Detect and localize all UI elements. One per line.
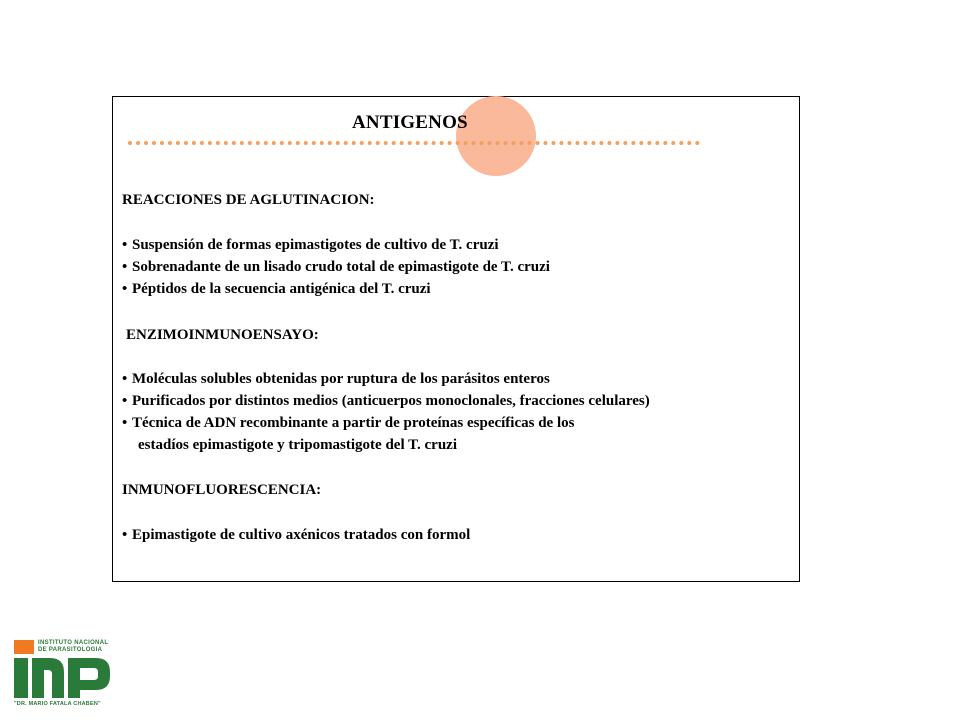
bullet-icon: • <box>122 281 128 297</box>
list-item: • Moléculas solubles obtenidas por ruptura de los parásitos enteros <box>122 371 550 387</box>
list-item-continuation: estadíos epimastigote y tripomastigote del T. cruzi <box>138 437 457 453</box>
list-item: • Purificados por distintos medios (anticuerpos monoclonales, fracciones celulares) <box>122 393 650 409</box>
bullet-icon: • <box>122 393 128 409</box>
section-heading-enzimoinmunoensayo: ENZIMOINMUNOENSAYO: <box>126 327 319 343</box>
title-dotted-rule <box>128 141 700 145</box>
bullet-icon: • <box>122 237 128 253</box>
logo-caption: "DR. MARIO FATALA CHABEN" <box>14 701 101 707</box>
list-item: • Péptidos de la secuencia antigénica del T. cruzi <box>122 281 431 297</box>
bullet-icon: • <box>122 415 128 431</box>
bullet-icon: • <box>122 259 128 275</box>
section-heading-aglutinacion: REACCIONES DE AGLUTINACION: <box>122 192 375 208</box>
list-item: • Epimastigote de cultivo axénicos tratados con formol <box>122 527 471 543</box>
decorative-circle <box>456 96 536 176</box>
list-item: • Sobrenadante de un lisado crudo total de epimastigote de T. cruzi <box>122 259 550 275</box>
bullet-icon: • <box>122 371 128 387</box>
list-item: • Suspensión de formas epimastigotes de cultivo de T. cruzi <box>122 237 499 253</box>
bullet-icon: • <box>122 527 128 543</box>
slide-title: ANTIGENOS <box>352 112 468 133</box>
logo-text-top: INSTITUTO NACIONAL DE PARASITOLOGIA <box>38 640 109 653</box>
inp-logo <box>14 640 114 706</box>
section-heading-inmunofluorescencia: INMUNOFLUORESCENCIA: <box>122 482 322 498</box>
list-item: • Técnica de ADN recombinante a partir de proteínas específicas de los <box>122 415 575 431</box>
